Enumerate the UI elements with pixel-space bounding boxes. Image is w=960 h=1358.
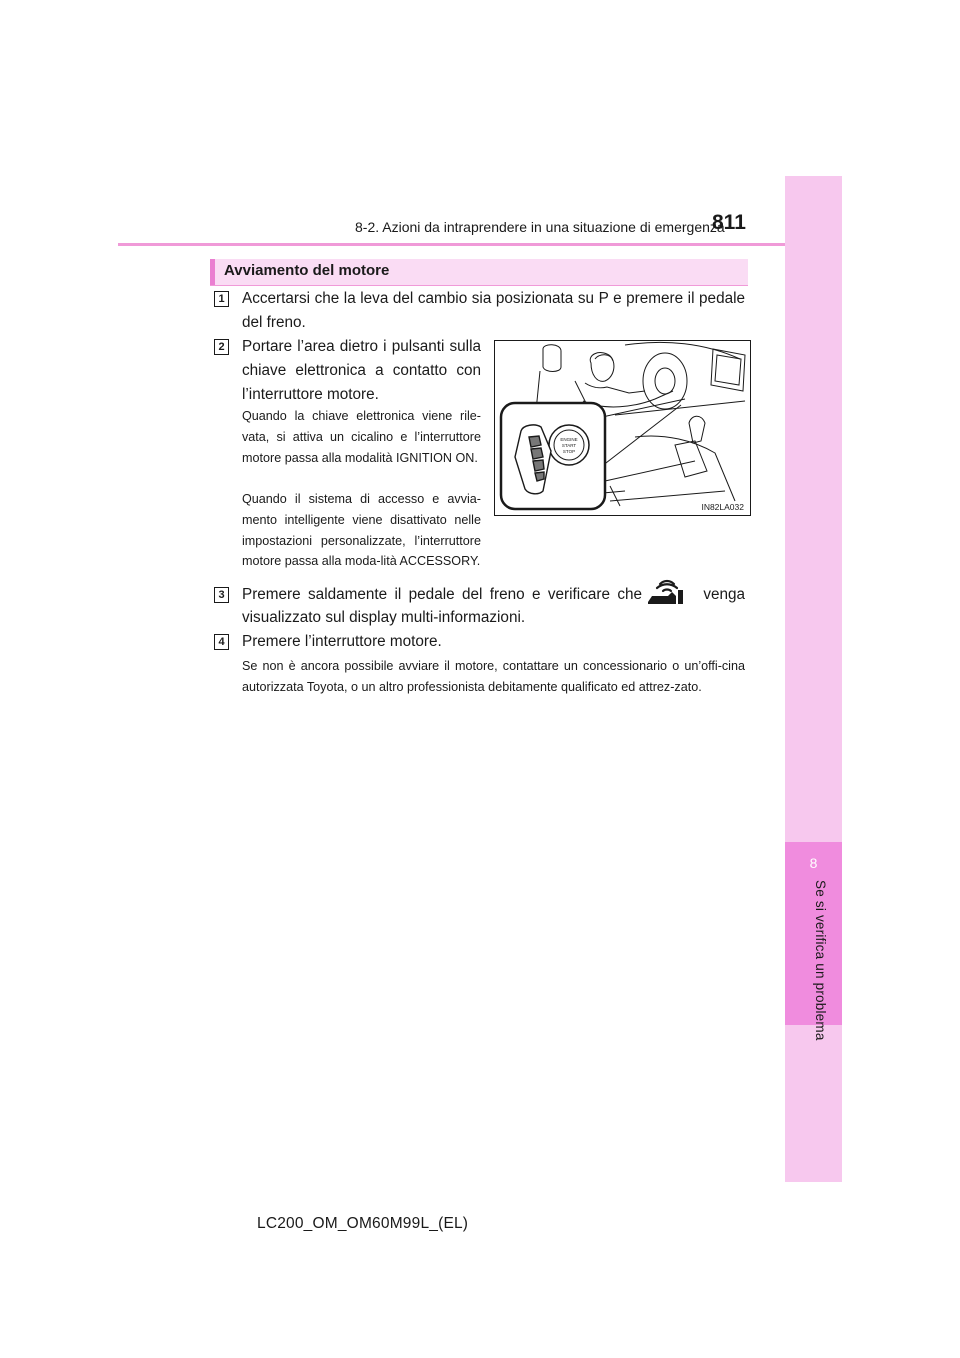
chapter-title: Se si verifica un problema xyxy=(813,880,828,1041)
step-1-badge: 1 xyxy=(214,291,229,307)
engine-start-illustration xyxy=(494,340,751,516)
button-label-stop: STOP xyxy=(562,449,576,454)
button-label-engine: ENGINE xyxy=(560,437,578,442)
page-number: 811 xyxy=(712,211,746,234)
step-4-text: Premere l’interruttore motore. xyxy=(242,633,442,650)
section-bar-accent xyxy=(210,259,215,285)
chapter-number: 8 xyxy=(809,855,818,871)
header-divider xyxy=(118,243,785,246)
step-3-text-line2: visualizzato sul display multi-informazioni. xyxy=(242,609,526,626)
step-2-note-1: Quando la chiave elettronica viene rile-vata, si attiva un cicalino e l’interruttore motore passa alla modalità IGNITION ON. xyxy=(242,409,481,465)
engine-start-button-icon xyxy=(549,425,589,465)
step-3-badge: 3 xyxy=(214,587,229,603)
step-4-badge: 4 xyxy=(214,634,229,650)
button-label-start: START xyxy=(561,443,577,448)
step-3-text-end: venga xyxy=(703,586,745,603)
driver-key-illustration xyxy=(495,341,750,515)
step-2-note-2: Quando il sistema di accesso e avvia-mento intelligente viene disattivato nelle impostazioni personalizzate, l’interruttore motore passa alla moda-lità ACCESSORY. xyxy=(242,492,481,569)
figure-code: IN82LA032 xyxy=(701,502,744,512)
manual-code: LC200_OM_OM60M99L_(EL) xyxy=(257,1215,469,1232)
step-1-text: Accertarsi che la leva del cambio sia posizionata su P e premere il pedale del freno. xyxy=(242,290,745,331)
step-4-note: Se non è ancora possibile avviare il motore, contattare un concessionario o un’offi-cina autorizzata Toyota, o un altro professionista debitamente qualificato ed attrez-zato. xyxy=(242,659,745,694)
section-title: Avviamento del motore xyxy=(224,262,390,279)
brake-pedal-indicator-icon xyxy=(646,578,686,606)
step-3-text-start: Premere saldamente il pedale del freno e verificare che xyxy=(242,586,642,603)
section-title-bar xyxy=(210,259,748,286)
header-section-title: 8-2. Azioni da intraprendere in una situazione di emergenza xyxy=(355,219,725,235)
step-2-badge: 2 xyxy=(214,339,229,355)
step-2-text: Portare l’area dietro i pulsanti sulla chiave elettronica a contatto con l’interruttore motore. xyxy=(242,338,481,403)
